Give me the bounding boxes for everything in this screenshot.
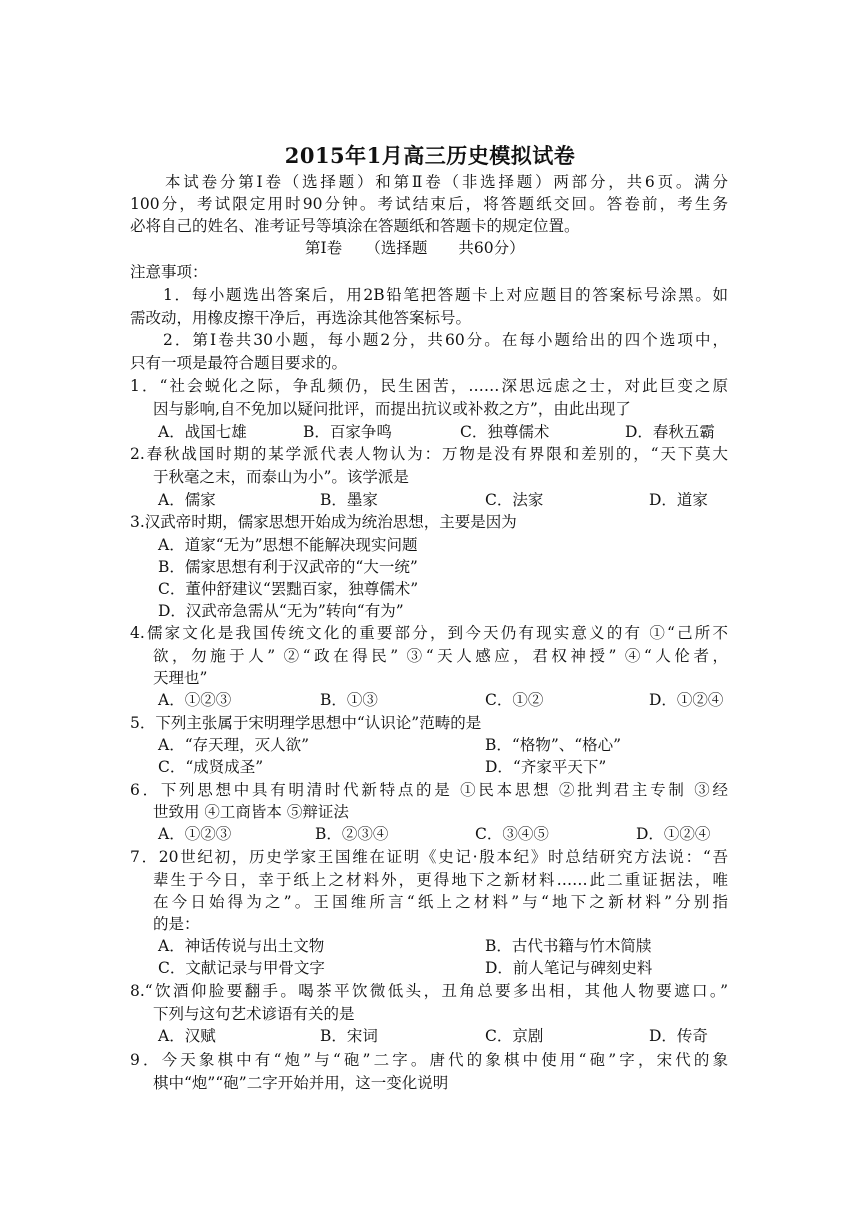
option: C．“成贤成圣” bbox=[158, 758, 264, 776]
option: D．①②④ bbox=[636, 825, 711, 843]
question-3-option-b: B．儒家思想有利于汉武帝的“大一统” bbox=[158, 558, 418, 576]
option: C．①② bbox=[485, 691, 544, 709]
option: A．“存天理，灭人欲” bbox=[158, 736, 310, 754]
question-5-options-row-2 bbox=[0, 756, 860, 778]
option: C．文献记录与甲骨文字 bbox=[158, 959, 325, 977]
option: D．“齐家平天下” bbox=[485, 758, 607, 776]
option: B．墨家 bbox=[320, 491, 378, 509]
question-3-option-a: A．道家“无为”思想不能解决现实问题 bbox=[158, 536, 418, 554]
question-4-options bbox=[0, 689, 860, 711]
question-6-options bbox=[0, 823, 860, 845]
question-2-options bbox=[0, 489, 860, 511]
intro-line-2: 100分，考试限定用时90分钟。考试结束后，将答题纸交回。答卷前，考生务 bbox=[130, 195, 728, 213]
question-7-line-2: 辈生于今日，幸于纸上之材料外，更得地下之新材料……此二重证据法，唯 bbox=[153, 871, 728, 889]
section-heading: 第Ⅰ卷 （选择题 共60分） bbox=[305, 239, 525, 257]
option: A．儒家 bbox=[158, 491, 216, 509]
notes-heading: 注意事项： bbox=[130, 263, 208, 281]
question-8-line-2: 下列与这句艺术谚语有关的是 bbox=[153, 1005, 355, 1023]
note-line-2: 需改动，用橡皮擦干净后，再选涂其他答案标号。 bbox=[130, 309, 472, 327]
option: C．京剧 bbox=[485, 1027, 544, 1045]
question-1-line-1: 1．“社会蜕化之际，争乱频仍，民生困苦，……深思远虑之士，对此巨变之原 bbox=[130, 377, 728, 395]
question-4-line-2: 欲，勿施于人” ②“政在得民” ③“天人感应，君权神授” ④“人伦者， bbox=[153, 647, 728, 665]
option: D．①②④ bbox=[649, 691, 724, 709]
note-line-3: 2．第Ⅰ卷共30小题，每小题2分，共60分。在每小题给出的四个选项中， bbox=[163, 331, 728, 349]
question-5-options-row-1 bbox=[0, 734, 860, 756]
option: B．古代书籍与竹木简牍 bbox=[485, 937, 652, 955]
question-4-line-3: 天理也” bbox=[153, 669, 208, 687]
question-6-line-1: 6．下列思想中具有明清时代新特点的是 ①民本思想 ②批判君主专制 ③经 bbox=[130, 781, 728, 799]
option: A．汉赋 bbox=[158, 1027, 216, 1045]
option: B．“格物”、“格心” bbox=[485, 736, 622, 754]
intro-line-1: 本试卷分第Ⅰ卷（选择题）和第Ⅱ卷（非选择题）两部分，共6页。满分 bbox=[165, 173, 728, 191]
option: B．百家争鸣 bbox=[303, 423, 392, 441]
option: A．①②③ bbox=[158, 825, 232, 843]
question-9-line-2: 棋中“炮”“砲”二字开始并用，这一变化说明 bbox=[153, 1074, 449, 1092]
question-7-options-row-2 bbox=[0, 957, 860, 979]
question-7-line-4: 的是： bbox=[153, 915, 200, 933]
question-2-line-1: 2.春秋战国时期的某学派代表人物认为：万物是没有界限和差别的，“天下莫大 bbox=[130, 445, 728, 463]
option: C．法家 bbox=[485, 491, 544, 509]
option: B．宋词 bbox=[320, 1027, 378, 1045]
question-3-option-d: D．汉武帝急需从“无为”转向“有为” bbox=[158, 602, 404, 620]
question-5-line-1: 5．下列主张属于宋明理学思想中“认识论”范畴的是 bbox=[130, 714, 482, 732]
option: C．③④⑤ bbox=[475, 825, 549, 843]
question-7-options-row-1 bbox=[0, 935, 860, 957]
option: A．①②③ bbox=[158, 691, 232, 709]
note-line-4: 只有一项是最符合题目要求的。 bbox=[130, 354, 348, 372]
question-8-options bbox=[0, 1025, 860, 1047]
option: A．战国七雄 bbox=[158, 423, 247, 441]
intro-line-3: 必将自己的姓名、准考证号等填涂在答题纸和答题卡的规定位置。 bbox=[130, 217, 580, 235]
question-7-line-1: 7．20世纪初，历史学家王国维在证明《史记·殷本纪》时总结研究方法说：“吾 bbox=[130, 848, 728, 866]
question-6-line-2: 世致用 ④工商皆本 ⑤辩证法 bbox=[153, 803, 349, 821]
option: B．①③ bbox=[320, 691, 378, 709]
option: B．②③④ bbox=[315, 825, 389, 843]
note-line-1: 1．每小题选出答案后，用2B铅笔把答题卡上对应题目的答案标号涂黑。如 bbox=[163, 286, 728, 304]
option: D．道家 bbox=[649, 491, 708, 509]
question-3-option-c: C．董仲舒建议“罢黜百家，独尊儒术” bbox=[158, 580, 419, 598]
option: D．传奇 bbox=[649, 1027, 708, 1045]
option: A．神话传说与出土文物 bbox=[158, 937, 325, 955]
option: D．前人笔记与碑刻史料 bbox=[485, 959, 653, 977]
question-1-options bbox=[0, 421, 860, 443]
question-8-line-1: 8.“饮酒仰脸要翻手。喝茶平饮微低头，丑角总要多出相，其他人物要遮口。” bbox=[130, 982, 728, 1000]
question-4-line-1: 4.儒家文化是我国传统文化的重要部分，到今天仍有现实意义的有 ①“己所不 bbox=[130, 624, 728, 642]
option: D．春秋五霸 bbox=[625, 423, 715, 441]
option: C．独尊儒术 bbox=[460, 423, 550, 441]
question-3-line-1: 3.汉武帝时期，儒家思想开始成为统治思想，主要是因为 bbox=[130, 513, 517, 531]
question-2-line-2: 于秋毫之末，而泰山为小”。该学派是 bbox=[153, 468, 409, 486]
page-title: 2015年1月高三历史模拟试卷 bbox=[284, 143, 576, 168]
question-7-line-3: 在今日始得为之”。王国维所言“纸上之材料”与“地下之新材料”分别指 bbox=[153, 893, 728, 911]
question-9-line-1: 9．今天象棋中有“炮”与“砲”二字。唐代的象棋中使用“砲”字，宋代的象 bbox=[130, 1051, 728, 1069]
question-1-line-2: 因与影响,自不免加以疑问批评，而提出抗议或补救之方”，由此出现了 bbox=[153, 400, 631, 418]
